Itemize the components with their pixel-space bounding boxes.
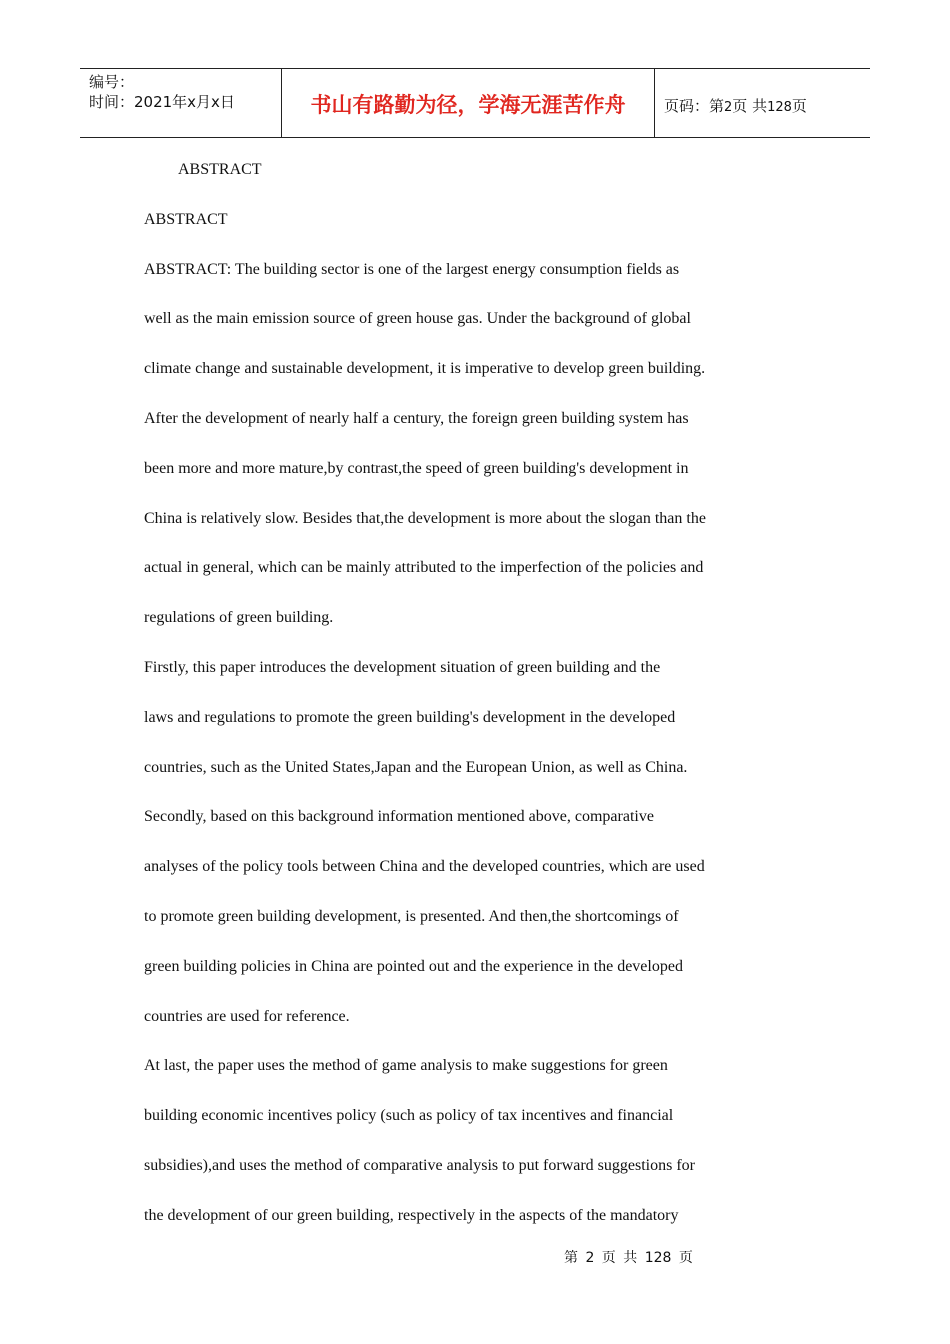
page-code-suffix: 页 bbox=[791, 97, 807, 115]
body-line: analyses of the policy tools between China and the developed countries, which are used bbox=[144, 858, 705, 876]
page-header bbox=[80, 68, 870, 138]
body-line: actual in general, which can be mainly attributed to the imperfection of the policies and bbox=[144, 559, 704, 577]
body-line: to promote green building development, is presented. And then,the shortcomings of bbox=[144, 907, 679, 925]
page-code-mid: 页 共 bbox=[732, 97, 768, 115]
body-line: ABSTRACT: The building sector is one of the largest energy consumption fields as bbox=[144, 260, 680, 278]
header-page-code bbox=[664, 95, 807, 116]
body-line: the development of our green building, respectively in the aspects of the mandatory bbox=[144, 1206, 679, 1224]
body-line: countries are used for reference. bbox=[144, 1007, 350, 1025]
page-footer: 第 2 页 共 128 页 bbox=[564, 1250, 693, 1266]
document-time-label: 时间：2021年x月x日 bbox=[89, 93, 235, 111]
body-line: China is relatively slow. Besides that,the development is more about the slogan than the bbox=[144, 509, 706, 527]
document-body bbox=[144, 150, 764, 1246]
header-motto-cell bbox=[282, 69, 655, 137]
header-page-cell bbox=[655, 69, 870, 137]
abstract-heading: ABSTRACT bbox=[178, 161, 262, 178]
abstract-subheading: ABSTRACT bbox=[144, 210, 228, 228]
page-code-total: 128 bbox=[767, 100, 792, 115]
body-line: subsidies),and uses the method of comparative analysis to put forward suggestions for bbox=[144, 1156, 695, 1174]
body-line: regulations of green building. bbox=[144, 609, 334, 627]
body-line: After the development of nearly half a century, the foreign green building system has bbox=[144, 409, 689, 427]
body-line: At last, the paper uses the method of game analysis to make suggestions for green bbox=[144, 1057, 668, 1075]
body-line: well as the main emission source of green house gas. Under the background of global bbox=[144, 310, 691, 328]
document-number-label: 编号： bbox=[89, 73, 135, 91]
body-line: Firstly, this paper introduces the development situation of green building and the bbox=[144, 658, 661, 676]
page-code-current: 2 bbox=[724, 100, 733, 115]
header-motto: 书山有路勤为径，学海无涯苦作舟 bbox=[310, 93, 626, 117]
body-line: green building policies in China are pointed out and the experience in the developed bbox=[144, 957, 683, 975]
body-line: been more and more mature,by contrast,the speed of green building's development in bbox=[144, 459, 689, 477]
body-line: building economic incentives policy (such as policy of tax incentives and financial bbox=[144, 1107, 674, 1125]
header-meta-cell bbox=[80, 69, 282, 137]
body-line: laws and regulations to promote the green building's development in the developed bbox=[144, 708, 676, 726]
body-line: climate change and sustainable development, it is imperative to develop green building. bbox=[144, 360, 706, 378]
page-code-prefix: 页码：第 bbox=[664, 97, 725, 115]
body-line: countries, such as the United States,Japan and the European Union, as well as China. bbox=[144, 758, 688, 776]
body-line: Secondly, based on this background information mentioned above, comparative bbox=[144, 808, 654, 826]
